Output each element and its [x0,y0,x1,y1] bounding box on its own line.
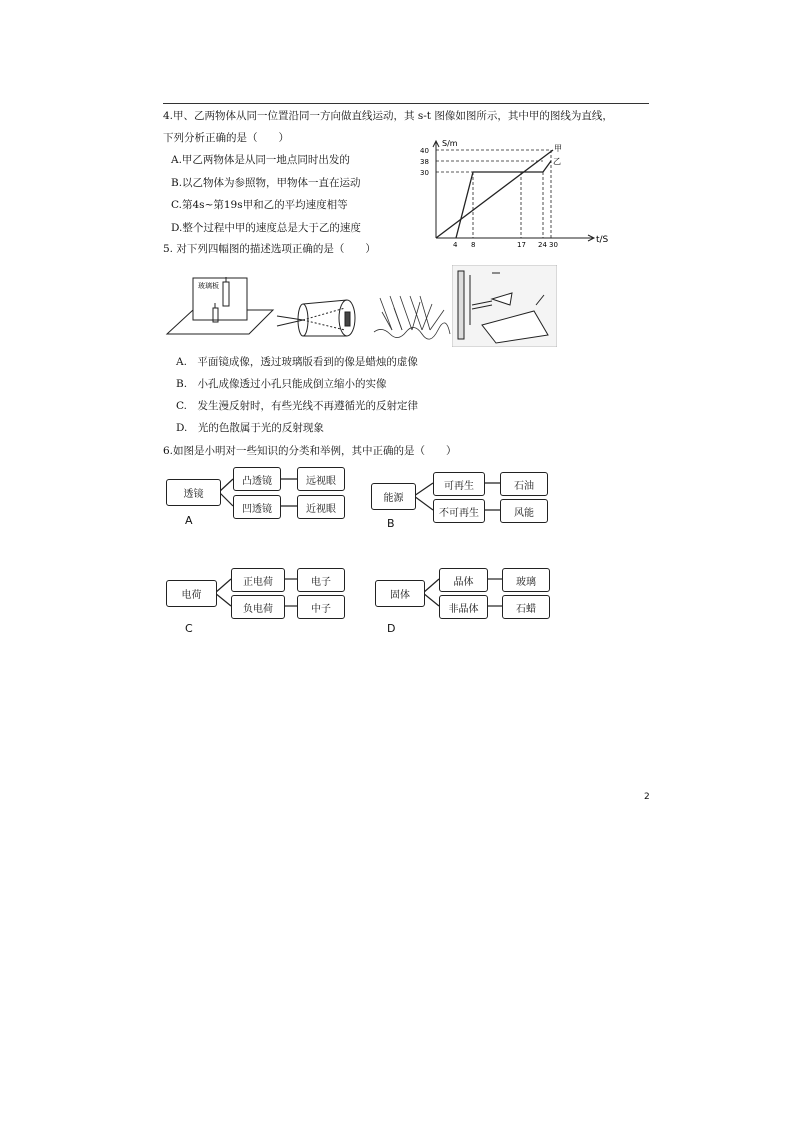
diagram-d-example-2: 石蜡 [502,595,550,619]
page-number: 2 [644,792,650,802]
diagram-a-branch-2: 凹透镜 [233,495,281,519]
q4-option-b: B.以乙物体为参照物，甲物体一直在运动 [171,177,361,189]
diagram-d-branch-1: 晶体 [439,568,488,592]
diagram-d-branch-2: 非晶体 [439,595,488,619]
figure-label-glass: 玻璃板 [198,282,219,290]
diagram-a-example-2: 近视眼 [297,495,345,519]
graph-ytick-30: 30 [420,169,429,177]
q5-stem: 5. 对下列四幅图的描述选项正确的是（ ） [163,243,376,255]
diagram-b-example-1: 石油 [500,472,548,496]
q4-option-a: A.甲乙两物体是从同一地点同时出发的 [171,154,350,166]
q4-stem-line1: 4.甲、乙两物体从同一位置沿同一方向做直线运动，其 s-t 图像如图所示，其中甲的图线为直线， [163,110,613,122]
diagram-c-branch-2: 负电荷 [231,595,285,619]
diagram-a-root: 透镜 [166,479,221,506]
q5-option-a: A. 平面镜成像，透过玻璃版看到的像是蜡烛的虚像 [176,356,418,368]
diagram-d-root: 固体 [375,580,425,607]
diagram-b-branch-2: 不可再生 [433,499,485,523]
q5-option-d: D. 光的色散属于光的反射现象 [176,422,324,434]
diagram-b-branch-1: 可再生 [433,472,485,496]
diagram-a-letter: A [185,514,193,527]
graph-label-yi: 乙 [553,157,561,166]
q4-option-d: D.整个过程中甲的速度总是大于乙的速度 [171,222,361,234]
graph-xtick-4: 4 [453,241,458,248]
diagram-d-letter: D [387,622,396,635]
diagram-d-example-1: 玻璃 [502,568,550,592]
q4-option-c: C.第4s~第19s甲和乙的平均速度相等 [171,199,348,211]
diagram-a-branch-1: 凸透镜 [233,467,281,491]
diagram-c-letter: C [185,622,193,635]
q5-option-c: C. 发生漫反射时，有些光线不再遵循光的反射定律 [176,400,418,412]
diagram-b-example-2: 风能 [500,499,548,523]
diagram-c-example-1: 电子 [297,568,345,592]
graph-xtick-8: 8 [471,241,476,248]
diagram-a-example-1: 远视眼 [297,467,345,491]
graph-label-jia: 甲 [554,144,562,153]
graph-ytick-40: 40 [420,147,429,155]
q5-option-b: B. 小孔成像透过小孔只能成倒立缩小的实像 [176,378,387,390]
q4-stem-line2: 下列分析正确的是（ ） [163,132,289,144]
graph-xtick-24: 24 [538,241,547,248]
diagram-c-branch-1: 正电荷 [231,568,285,592]
graph-y-label: S/m [442,139,458,148]
graph-xtick-17: 17 [517,241,526,248]
graph-x-label: t/S [596,235,609,245]
diagram-c-example-2: 中子 [297,595,345,619]
graph-ytick-38: 38 [420,158,429,166]
diagram-b-root: 能源 [371,483,416,510]
diagram-c-root: 电荷 [166,580,217,607]
graph-xtick-30: 30 [549,241,558,248]
q6-stem: 6.如图是小明对一些知识的分类和举例，其中正确的是（ ） [163,445,457,457]
diagram-b-letter: B [387,517,395,530]
